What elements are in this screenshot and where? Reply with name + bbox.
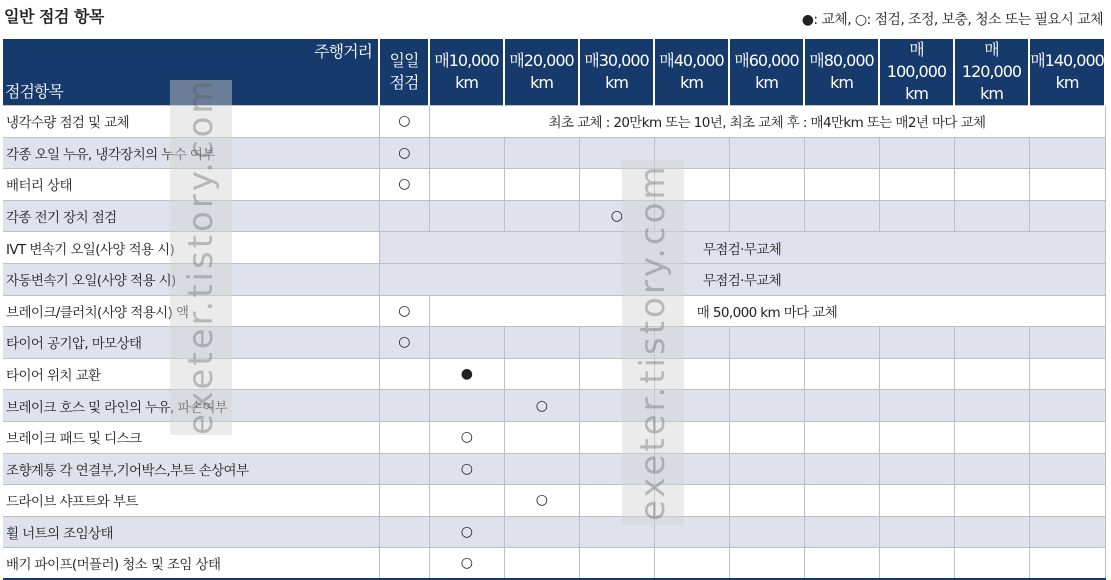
interval-mark: ○ (504, 390, 579, 422)
item-name: 배터리 상태 (3, 169, 379, 201)
table-row (3, 200, 1105, 232)
table-row (3, 390, 1105, 422)
table-row (3, 263, 1105, 295)
daily-mark: ○ (379, 295, 429, 327)
header-interval: 매100,000 km (879, 39, 954, 106)
daily-mark: ○ (379, 137, 429, 169)
item-name: 브레이크 패드 및 디스크 (3, 421, 379, 453)
header-diagonal-cell (3, 39, 379, 106)
item-label: 점검항목 (5, 82, 63, 101)
item-name: 타이어 위치 교환 (3, 358, 379, 390)
item-name: 브레이크 호스 및 라인의 누유, 파손여부 (3, 390, 379, 422)
item-name: 드라이브 샤프트와 부트 (3, 485, 379, 517)
interval-mark: ● (429, 358, 504, 390)
row-note: 매 50,000 km 마다 교체 (429, 295, 1105, 327)
interval-mark: ○ (504, 485, 579, 517)
header-interval: 매20,000 km (504, 39, 579, 106)
page-title: 일반 점검 항목 (4, 7, 104, 26)
table-row (3, 169, 1105, 201)
header-daily: 일일 점검 (379, 39, 429, 106)
interval-mark: ○ (579, 200, 654, 232)
table-row (3, 106, 1105, 138)
item-name: 각종 오일 누유, 냉각장치의 누수 여부 (3, 137, 379, 169)
table-row (3, 358, 1105, 390)
header-interval: 매80,000 km (804, 39, 879, 106)
item-name: 타이어 공기압, 마모상태 (3, 327, 379, 359)
header-interval: 매30,000 km (579, 39, 654, 106)
header-interval: 매120,000 km (954, 39, 1029, 106)
watermark: exeter.tistory.com (170, 80, 232, 435)
table-row (3, 485, 1105, 517)
item-name: 브레이크/클러치(사양 적용시) 액 (3, 295, 379, 327)
legend: ●: 교체, ○: 점검, 조정, 보충, 청소 또는 필요시 교체 (801, 12, 1103, 28)
table-row (3, 327, 1105, 359)
table-row (3, 548, 1105, 580)
row-note: 최초 교체 : 20만km 또는 10년, 최초 교체 후 : 매4만km 또는 매2년 마다 교체 (429, 106, 1105, 138)
interval-mark: ○ (429, 548, 504, 580)
row-note: 무점검·무교체 (379, 232, 1105, 264)
item-name: 휠 너트의 조임상태 (3, 516, 379, 548)
header-interval: 매60,000 km (729, 39, 804, 106)
table-row (3, 232, 1105, 264)
item-name: 조향계통 각 연결부,기어박스,부트 손상여부 (3, 453, 379, 485)
header-interval: 매140,000 km (1029, 39, 1105, 106)
row-note: 무점검·무교체 (379, 263, 1105, 295)
header-interval: 매40,000 km (654, 39, 729, 106)
distance-label: 주행거리 (314, 42, 372, 61)
item-name: 배기 파이프(머플러) 청소 및 조임 상태 (3, 548, 379, 580)
item-name: 각종 전기 장치 점검 (3, 200, 379, 232)
interval-mark: ○ (429, 516, 504, 548)
daily-mark (379, 200, 429, 232)
inspection-table (3, 39, 1106, 580)
watermark: exeter.tistory.com (622, 160, 684, 525)
table-row (3, 421, 1105, 453)
item-name: 자동변속기 오일(사양 적용 시) (3, 263, 379, 295)
table-row (3, 453, 1105, 485)
interval-mark: ○ (429, 453, 504, 485)
interval-mark: ○ (429, 421, 504, 453)
header-interval: 매10,000 km (429, 39, 504, 106)
daily-mark: ○ (379, 327, 429, 359)
daily-mark: ○ (379, 169, 429, 201)
item-name: IVT 변속기 오일(사양 적용 시) (3, 232, 379, 264)
item-name: 냉각수량 점검 및 교체 (3, 106, 379, 138)
daily-mark: ○ (379, 106, 429, 138)
table-row (3, 295, 1105, 327)
table-row (3, 516, 1105, 548)
table-row (3, 137, 1105, 169)
